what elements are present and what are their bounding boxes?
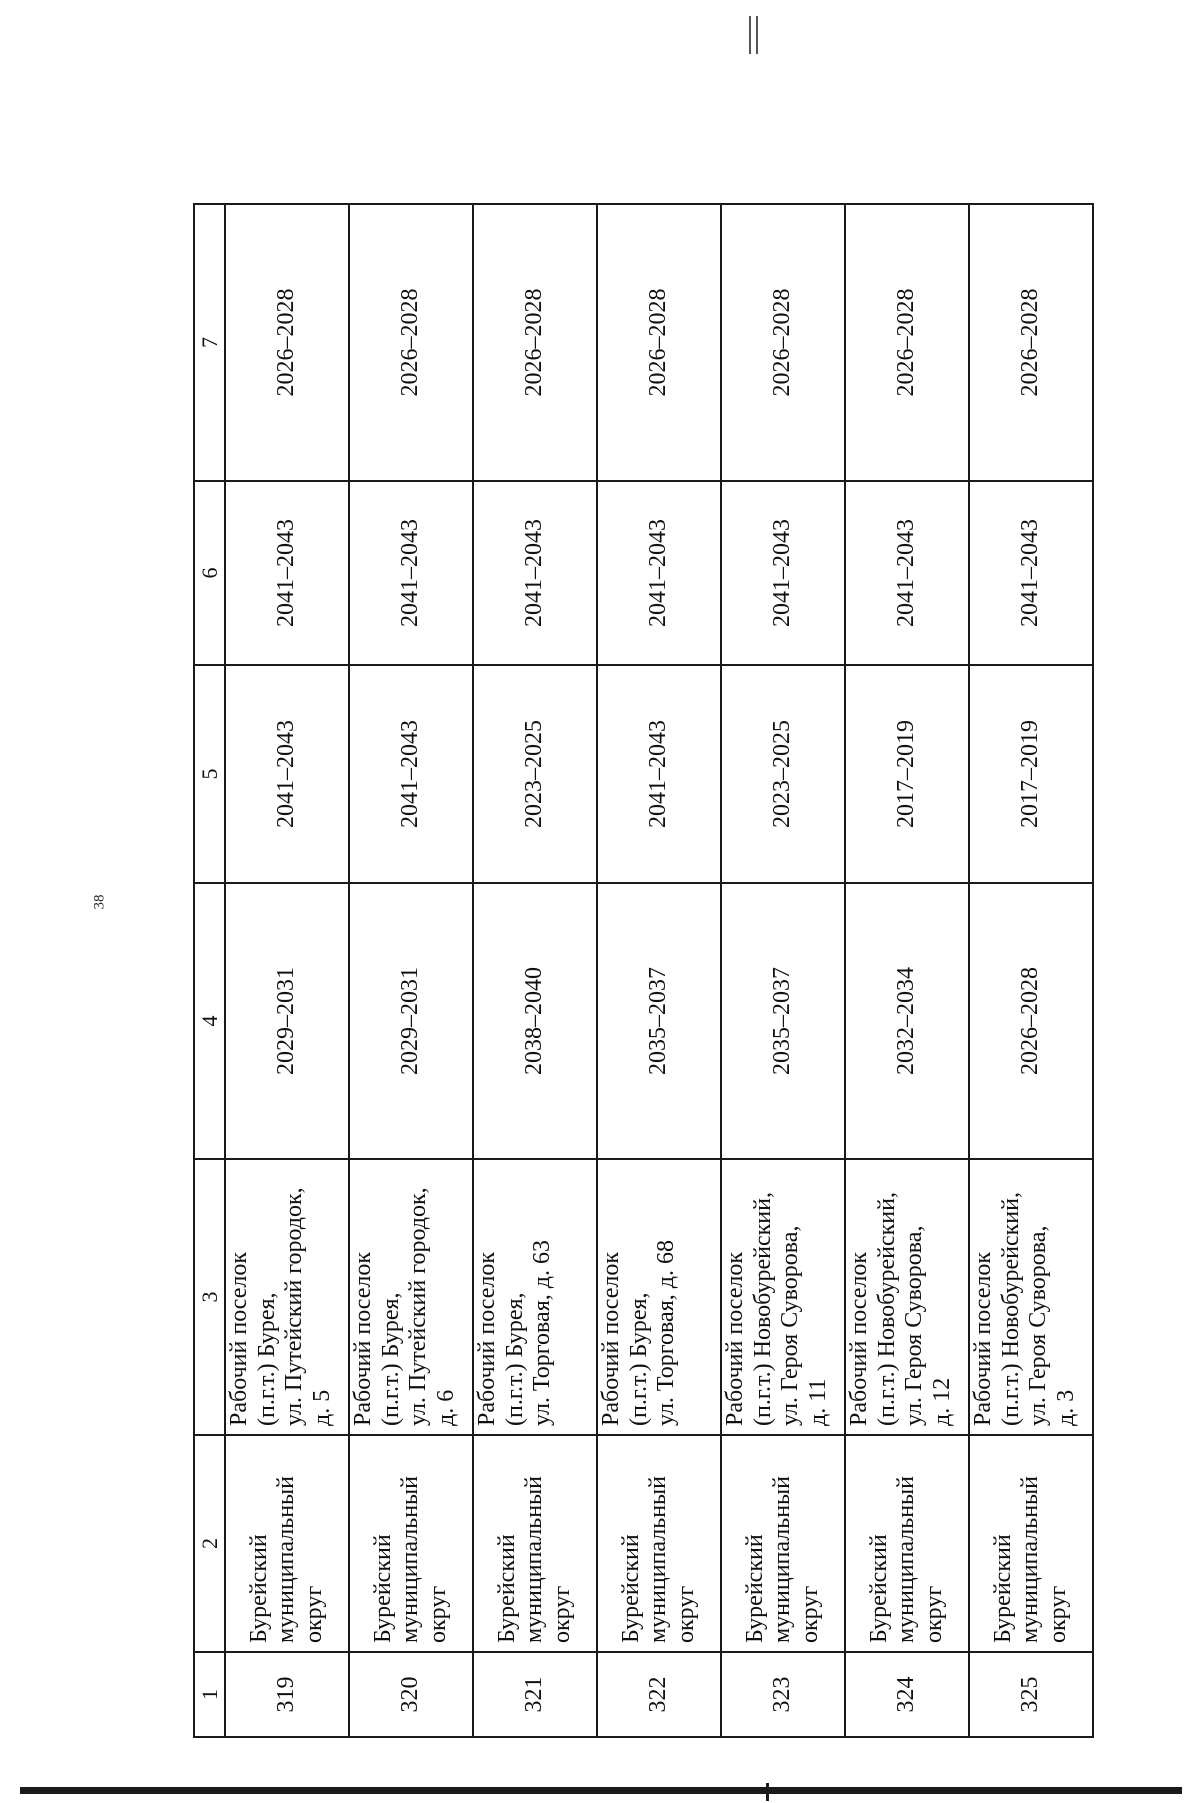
period-cell-4: 2029–2031: [349, 883, 473, 1159]
period-cell-4: 2038–2040: [473, 883, 597, 1159]
header-cell-7: 7: [194, 204, 225, 481]
address-line: (п.г.т.) Бурея,: [377, 1292, 404, 1426]
header-cell-5: 5: [194, 665, 225, 883]
district-line: округ: [424, 1585, 451, 1643]
district-line: округ: [920, 1585, 947, 1643]
address-cell: [969, 1159, 1093, 1435]
district-cell: [225, 1435, 349, 1652]
row-number-cell: 321: [473, 1652, 597, 1737]
address-cell: [721, 1159, 845, 1435]
district-line: округ: [548, 1585, 575, 1643]
table-container: [193, 205, 1094, 1738]
period-cell-4: 2032–2034: [845, 883, 969, 1159]
table-row: [349, 204, 473, 1737]
address-line: д. 3: [1052, 1389, 1079, 1426]
address-line: д. 6: [432, 1389, 459, 1426]
table-row: [969, 204, 1093, 1737]
district-line: Бурейский: [369, 1534, 396, 1643]
period-cell-6: 2041–2043: [349, 481, 473, 665]
district-line: Бурейский: [989, 1534, 1016, 1643]
address-line: ул. Путейский городок,: [405, 1187, 432, 1426]
district-line: Бурейский: [245, 1534, 272, 1643]
district-line: Бурейский: [865, 1534, 892, 1643]
period-cell-4: 2026–2028: [969, 883, 1093, 1159]
period-cell-4: 2029–2031: [225, 883, 349, 1159]
page-number: 38: [91, 894, 108, 910]
address-line: д. 11: [804, 1378, 831, 1426]
district-line: Бурейский: [617, 1534, 644, 1643]
address-cell: [225, 1159, 349, 1435]
period-cell-6: 2041–2043: [721, 481, 845, 665]
district-line: муниципальный: [397, 1475, 424, 1643]
district-line: муниципальный: [645, 1475, 672, 1643]
address-cell: [349, 1159, 473, 1435]
row-number-cell: 322: [597, 1652, 721, 1737]
row-number-cell: 320: [349, 1652, 473, 1737]
address-line: ул. Героя Суворова,: [1025, 1225, 1052, 1426]
address-line: ул. Торговая, д. 63: [529, 1240, 556, 1426]
period-cell-5: 2023–2025: [473, 665, 597, 883]
address-line: д. 12: [928, 1377, 955, 1426]
header-row: [194, 204, 225, 1737]
address-line: Рабочий поселок: [846, 1251, 872, 1426]
period-cell-5: 2041–2043: [349, 665, 473, 883]
period-cell-6: 2041–2043: [473, 481, 597, 665]
address-cell: [473, 1159, 597, 1435]
district-line: Бурейский: [493, 1534, 520, 1643]
header-cell-1: 1: [194, 1652, 225, 1737]
period-cell-7: 2026–2028: [721, 204, 845, 481]
address-line: Рабочий поселок: [474, 1251, 500, 1426]
table-row: [845, 204, 969, 1737]
period-cell-5: 2017–2019: [845, 665, 969, 883]
period-cell-7: 2026–2028: [845, 204, 969, 481]
district-line: Бурейский: [741, 1534, 768, 1643]
row-number-cell: 324: [845, 1652, 969, 1737]
scan-edge-marks: [749, 16, 758, 54]
district-cell: [597, 1435, 721, 1652]
period-cell-5: 2017–2019: [969, 665, 1093, 883]
table-row: [721, 204, 845, 1737]
table-row: [597, 204, 721, 1737]
district-line: муниципальный: [1017, 1475, 1044, 1643]
address-cell: [845, 1159, 969, 1435]
district-line: округ: [796, 1585, 823, 1643]
row-number-cell: 325: [969, 1652, 1093, 1737]
district-line: округ: [672, 1585, 699, 1643]
period-cell-7: 2026–2028: [969, 204, 1093, 481]
period-cell-5: 2023–2025: [721, 665, 845, 883]
district-line: муниципальный: [273, 1475, 300, 1643]
period-cell-5: 2041–2043: [225, 665, 349, 883]
period-cell-6: 2041–2043: [969, 481, 1093, 665]
address-line: (п.г.т.) Бурея,: [625, 1292, 652, 1426]
period-cell-4: 2035–2037: [597, 883, 721, 1159]
address-line: Рабочий поселок: [970, 1251, 996, 1426]
address-line: ул. Путейский городок,: [281, 1187, 308, 1426]
address-line: (п.г.т.) Бурея,: [253, 1292, 280, 1426]
address-line: Рабочий поселок: [598, 1251, 624, 1426]
header-cell-4: 4: [194, 883, 225, 1159]
address-line: Рабочий поселок: [350, 1251, 376, 1426]
row-number-cell: 323: [721, 1652, 845, 1737]
header-cell-6: 6: [194, 481, 225, 665]
district-line: округ: [1044, 1585, 1071, 1643]
district-line: муниципальный: [521, 1475, 548, 1643]
period-cell-6: 2041–2043: [845, 481, 969, 665]
period-cell-7: 2026–2028: [597, 204, 721, 481]
table-row: [225, 204, 349, 1737]
period-cell-6: 2041–2043: [225, 481, 349, 665]
district-line: муниципальный: [893, 1475, 920, 1643]
district-cell: [349, 1435, 473, 1652]
address-line: ул. Героя Суворова,: [901, 1225, 928, 1426]
bottom-scan-rule: [20, 1787, 1182, 1794]
table-body: [194, 204, 1093, 1737]
district-line: округ: [300, 1585, 327, 1643]
bottom-scan-tick: [766, 1783, 769, 1801]
address-line: д. 5: [308, 1389, 335, 1426]
district-cell: [969, 1435, 1093, 1652]
address-cell: [597, 1159, 721, 1435]
row-number-cell: 319: [225, 1652, 349, 1737]
address-line: (п.г.т.) Бурея,: [501, 1292, 528, 1426]
period-cell-6: 2041–2043: [597, 481, 721, 665]
period-cell-7: 2026–2028: [225, 204, 349, 481]
period-cell-5: 2041–2043: [597, 665, 721, 883]
address-line: ул. Героя Суворова,: [777, 1225, 804, 1426]
address-line: Рабочий поселок: [226, 1251, 252, 1426]
address-line: ул. Торговая, д. 68: [653, 1240, 680, 1426]
header-cell-2: 2: [194, 1435, 225, 1652]
rotated-table-frame: [193, 205, 1094, 1738]
district-cell: [721, 1435, 845, 1652]
schedule-table: [193, 203, 1094, 1738]
district-line: муниципальный: [769, 1475, 796, 1643]
district-cell: [845, 1435, 969, 1652]
period-cell-4: 2035–2037: [721, 883, 845, 1159]
period-cell-7: 2026–2028: [473, 204, 597, 481]
table-row: [473, 204, 597, 1737]
address-line: (п.г.т.) Новобурейский,: [997, 1192, 1024, 1426]
address-line: (п.г.т.) Новобурейский,: [873, 1192, 900, 1426]
period-cell-7: 2026–2028: [349, 204, 473, 481]
header-cell-3: 3: [194, 1159, 225, 1435]
district-cell: [473, 1435, 597, 1652]
address-line: Рабочий поселок: [722, 1251, 748, 1426]
address-line: (п.г.т.) Новобурейский,: [749, 1192, 776, 1426]
